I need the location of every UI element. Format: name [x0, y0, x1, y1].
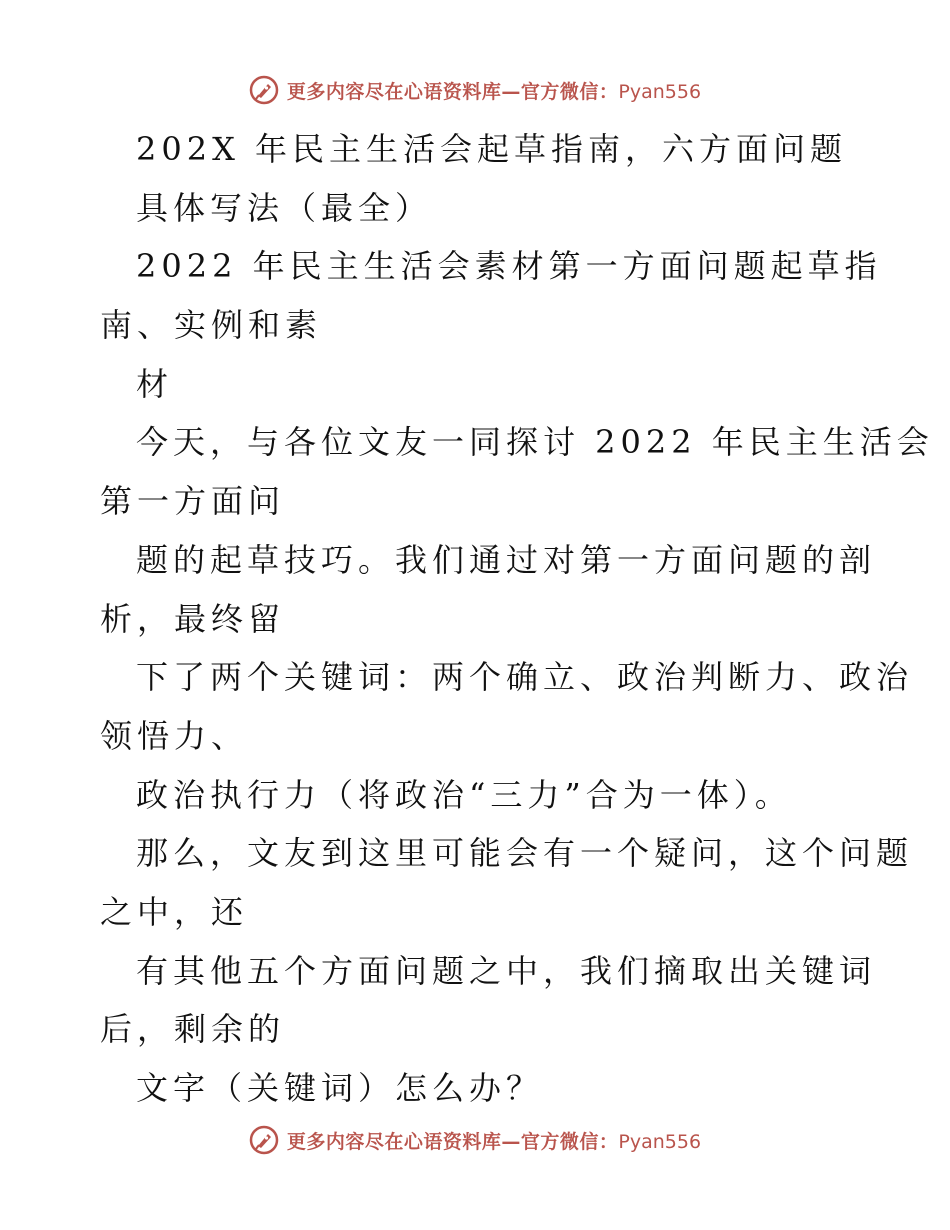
document-line: 政治执行力（将政治“三力”合为一体）。 — [136, 775, 792, 814]
document-line: 材 — [136, 364, 174, 403]
watermark-id: Pyan556 — [618, 80, 702, 103]
document-line: 第一方面问 — [100, 482, 286, 521]
document-line: 今天，与各位文友一同探讨 2022 年民主生活会 — [136, 423, 934, 462]
pen-nib-logo-icon — [249, 75, 279, 105]
watermark-text: 更多内容尽在心语资料库—官方微信：Pyan556 — [286, 80, 702, 103]
header-watermark — [0, 70, 950, 110]
document-line: 有其他五个方面问题之中，我们摘取出关键词 — [136, 951, 877, 990]
footer-watermark — [0, 1120, 950, 1160]
document-line: 后，剩余的 — [100, 1010, 286, 1049]
document-body — [100, 120, 934, 1118]
pen-nib-logo-icon — [249, 1125, 279, 1155]
document-line: 具体写法（最全） — [136, 188, 433, 227]
document-line: 析，最终留 — [100, 599, 286, 638]
document-line: 之中，还 — [100, 892, 249, 931]
document-line: 那么，文友到这里可能会有一个疑问，这个问题 — [136, 834, 914, 873]
watermark-text: 更多内容尽在心语资料库—官方微信：Pyan556 — [286, 1130, 702, 1153]
document-line: 题的起草技巧。我们通过对第一方面问题的剖 — [136, 540, 877, 579]
document-line: 南、实例和素 — [100, 306, 323, 345]
watermark-id: Pyan556 — [618, 1130, 702, 1153]
document-line: 文字（关键词）怎么办？ — [136, 1069, 544, 1107]
document-line: 下了两个关键词：两个确立、政治判断力、政治 — [136, 658, 914, 697]
document-line: 2022 年民主生活会素材第一方面问题起草指 — [136, 247, 882, 286]
document-line: 202X 年民主生活会起草指南，六方面问题 — [136, 130, 848, 168]
document-line: 领悟力、 — [100, 716, 249, 755]
